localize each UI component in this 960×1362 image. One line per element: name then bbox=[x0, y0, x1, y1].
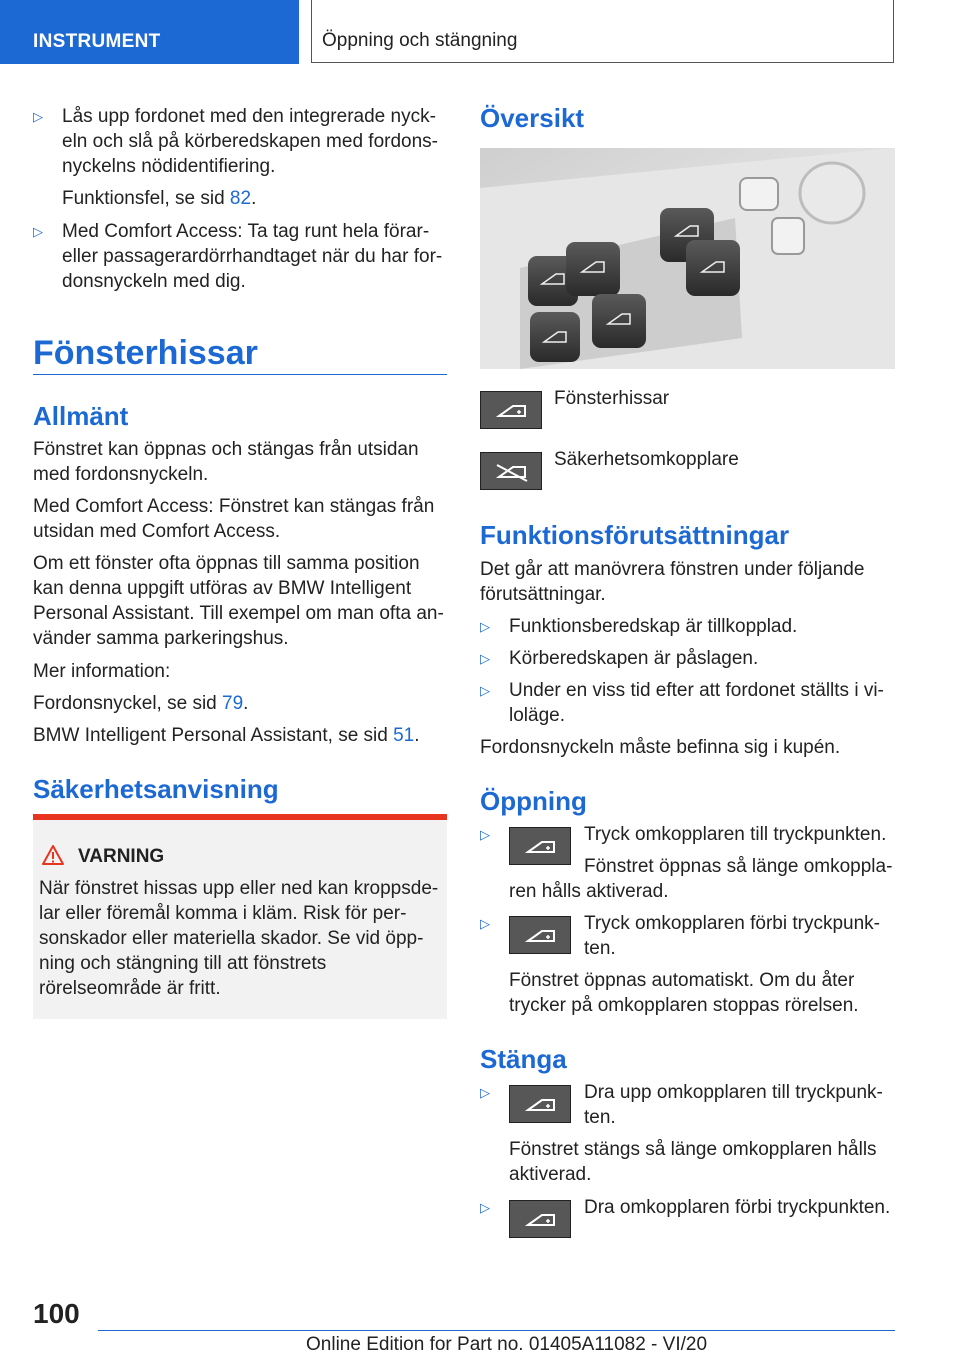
text-line: Under en viss tid efter att fordonet ställts i vi- bbox=[509, 680, 884, 701]
section-heading: Allmänt bbox=[33, 401, 129, 431]
window-switch-icon bbox=[509, 827, 571, 865]
footer-rule bbox=[98, 1330, 895, 1331]
text-line: eller passagerardörrhandtaget när du har for- bbox=[62, 246, 443, 267]
text-line: Lås upp fordonet med den integrerade nyck- bbox=[62, 106, 436, 127]
legend-label: Säkerhetsomkopplare bbox=[554, 449, 739, 470]
window-switch-icon bbox=[509, 1085, 571, 1123]
chapter-title: Öppning och stängning bbox=[322, 30, 518, 51]
text-line: Funktionsberedskap är tillkopplad. bbox=[509, 616, 798, 637]
bullet-icon: ▷ bbox=[480, 651, 490, 666]
edition-text: Online Edition for Part no. 01405A11082 - VI/20 bbox=[306, 1334, 708, 1355]
text-line: Fordonsnyckeln måste befinna sig i kupén. bbox=[480, 737, 841, 758]
text-line: BMW Intelligent Personal Assistant, se sid 51. bbox=[33, 725, 420, 746]
warning-triangle-icon bbox=[41, 844, 65, 866]
text-line: Med Comfort Access: Ta tag runt hela förar- bbox=[62, 221, 430, 242]
text-line: utsidan med Comfort Access. bbox=[33, 521, 281, 542]
text-line: Fönstret öppnas så länge omkoppla- bbox=[584, 856, 893, 877]
text-line: eln och slå på körberedskapen med fordons- bbox=[62, 131, 439, 152]
warning-box bbox=[33, 814, 447, 1019]
text-line: Fordonsnyckel, se sid 79. bbox=[33, 693, 249, 714]
chapter-header bbox=[311, 0, 894, 63]
text-line: Fönstret öppnas automatiskt. Om du åter bbox=[509, 970, 855, 991]
warning-text: rörelseområde är fritt. bbox=[39, 978, 221, 999]
window-switch-panel-image bbox=[480, 148, 895, 369]
text-line: donsnyckeln med dig. bbox=[62, 271, 246, 292]
text-line: Körberedskapen är påslagen. bbox=[509, 648, 759, 669]
text-line: Dra omkopplaren förbi tryckpunkten. bbox=[584, 1197, 891, 1218]
text-line: kan denna uppgift utföras av BMW Intelligent bbox=[33, 578, 412, 599]
text-line: nyckelns nödidentifiering. bbox=[62, 156, 276, 177]
text-line: vänder samma parkeringshus. bbox=[33, 628, 289, 649]
warning-text: sonskador eller materiella skador. Se vid öpp- bbox=[39, 928, 424, 949]
bullet-icon: ▷ bbox=[480, 619, 490, 634]
bullet-icon: ▷ bbox=[33, 224, 43, 239]
window-switch-icon bbox=[509, 916, 571, 954]
text-line: ten. bbox=[584, 1107, 616, 1128]
page-number: 100 bbox=[33, 1298, 80, 1329]
bullet-icon: ▷ bbox=[480, 1200, 490, 1215]
chapter-heading: Fönsterhissar bbox=[33, 334, 258, 372]
text-line: aktiverad. bbox=[509, 1164, 592, 1185]
bullet-icon: ▷ bbox=[480, 683, 490, 698]
text-line: Tryck omkopplaren förbi tryckpunk- bbox=[584, 913, 881, 934]
legend-label: Fönsterhissar bbox=[554, 388, 670, 409]
window-switch-icon bbox=[480, 391, 542, 429]
warning-text: lar eller föremål komma i kläm. Risk för per- bbox=[39, 903, 407, 924]
section-heading: Översikt bbox=[480, 103, 585, 133]
text-line: loläge. bbox=[509, 705, 565, 726]
section-heading: Stänga bbox=[480, 1044, 567, 1074]
page-link-79[interactable]: 79 bbox=[222, 693, 244, 714]
page-link-82[interactable]: 82 bbox=[229, 188, 252, 209]
text-line: ren hålls aktiverad. bbox=[509, 881, 669, 902]
text-line: Fönstret kan öppnas och stängas från utsidan bbox=[33, 439, 419, 460]
heading-rule bbox=[33, 374, 447, 375]
warning-text: När fönstret hissas upp eller ned kan kroppsde- bbox=[39, 878, 439, 899]
text-line: Med Comfort Access: Fönstret kan stängas från bbox=[33, 496, 435, 517]
page-link-51[interactable]: 51 bbox=[393, 725, 415, 746]
text-line: Det går att manövrera fönstren under följande bbox=[480, 559, 865, 580]
section-heading: Säkerhetsanvisning bbox=[33, 774, 279, 804]
text-line: Mer information: bbox=[33, 661, 171, 682]
text-line: förutsättningar. bbox=[480, 584, 606, 605]
text-line: Fönstret stängs så länge omkopplaren hålls bbox=[509, 1139, 877, 1160]
section-tab[interactable] bbox=[0, 0, 299, 64]
text-line: Om ett fönster ofta öppnas till samma position bbox=[33, 553, 420, 574]
text-line: ten. bbox=[584, 938, 616, 959]
text-line: Funktionsfel, se sid 82. bbox=[62, 188, 257, 209]
bullet-icon: ▷ bbox=[480, 916, 490, 931]
text-line: Tryck omkopplaren till tryckpunkten. bbox=[584, 824, 887, 845]
warning-text: ning och stängning till att fönstrets bbox=[39, 953, 327, 974]
window-switch-icon bbox=[509, 1200, 571, 1238]
section-heading: Öppning bbox=[480, 786, 587, 816]
section-heading: Funktionsförutsättningar bbox=[480, 520, 790, 550]
bullet-icon: ▷ bbox=[480, 1085, 490, 1100]
safety-switch-icon bbox=[480, 452, 542, 490]
section-label: INSTRUMENT bbox=[33, 31, 161, 52]
text-line: Personal Assistant. Till exempel om man ofta an- bbox=[33, 603, 444, 624]
text-line: med fordonsnyckeln. bbox=[33, 464, 209, 485]
bullet-icon: ▷ bbox=[480, 827, 490, 842]
text-line: trycker på omkopplaren stoppas rörelsen. bbox=[509, 995, 859, 1016]
bullet-icon: ▷ bbox=[33, 109, 43, 124]
warning-title: VARNING bbox=[78, 846, 165, 867]
text-line: Dra upp omkopplaren till tryckpunk- bbox=[584, 1082, 883, 1103]
